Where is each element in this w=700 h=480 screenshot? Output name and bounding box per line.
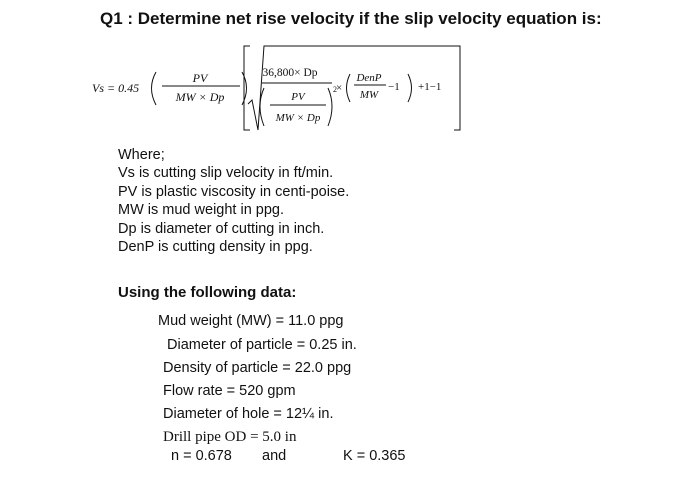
paren-right-3 — [408, 74, 412, 102]
and-word: and — [262, 448, 287, 464]
inner-den-numerator: PV — [291, 91, 305, 103]
definition-line: Dp is diameter of cutting in inch. — [118, 220, 325, 237]
n-value: n = 0.678 — [171, 448, 232, 464]
slip-velocity-equation — [92, 42, 472, 134]
data-heading: Using the following data: — [118, 284, 297, 301]
definition-line: DenP is cutting density in ppg. — [118, 239, 313, 256]
particle-density-line: Density of particle = 22.0 ppg — [163, 360, 352, 376]
minus-one: −1 — [388, 81, 400, 93]
definition-line: Vs is cutting slip velocity in ft/min. — [118, 165, 334, 182]
k-value: K = 0.365 — [343, 448, 406, 464]
drill-pipe-line: Drill pipe OD = 5.0 in — [163, 429, 297, 445]
mud-weight-line: Mud weight (MW) = 11.0 ppg — [158, 313, 344, 329]
paren-left-3 — [347, 74, 351, 102]
flow-rate-line: Flow rate = 520 gpm — [163, 383, 296, 399]
plus-one-minus-one: +1−1 — [418, 81, 442, 93]
equation-figure — [92, 42, 472, 134]
hole-diameter-line: Diameter of hole = 12¼ in. — [163, 406, 334, 422]
times-sign: × — [336, 82, 343, 94]
equation-lhs: Vs = 0.45 — [92, 81, 140, 95]
frac1-denominator: MW × Dp — [175, 90, 225, 104]
particle-diameter-line: Diameter of particle = 0.25 in. — [167, 337, 357, 353]
bracket-right — [454, 46, 460, 130]
density-denominator: MW — [359, 89, 379, 101]
question-title: Q1 : Determine net rise velocity if the slip velocity equation is: — [100, 9, 602, 28]
paren-left-1 — [152, 72, 157, 105]
where-heading: Where; — [118, 147, 165, 163]
frac1-numerator: PV — [192, 71, 208, 85]
definition-line: MW is mud weight in ppg. — [118, 202, 285, 219]
inner-den-denominator: MW × Dp — [275, 112, 321, 124]
definition-line: PV is plastic viscosity in centi-poise. — [118, 183, 350, 200]
where-definitions — [118, 146, 349, 256]
exponent: 2 — [333, 85, 337, 94]
density-numerator: DenP — [356, 72, 382, 84]
inner-numerator: 36,800× Dp — [262, 67, 318, 79]
paren-right-2 — [328, 88, 332, 126]
